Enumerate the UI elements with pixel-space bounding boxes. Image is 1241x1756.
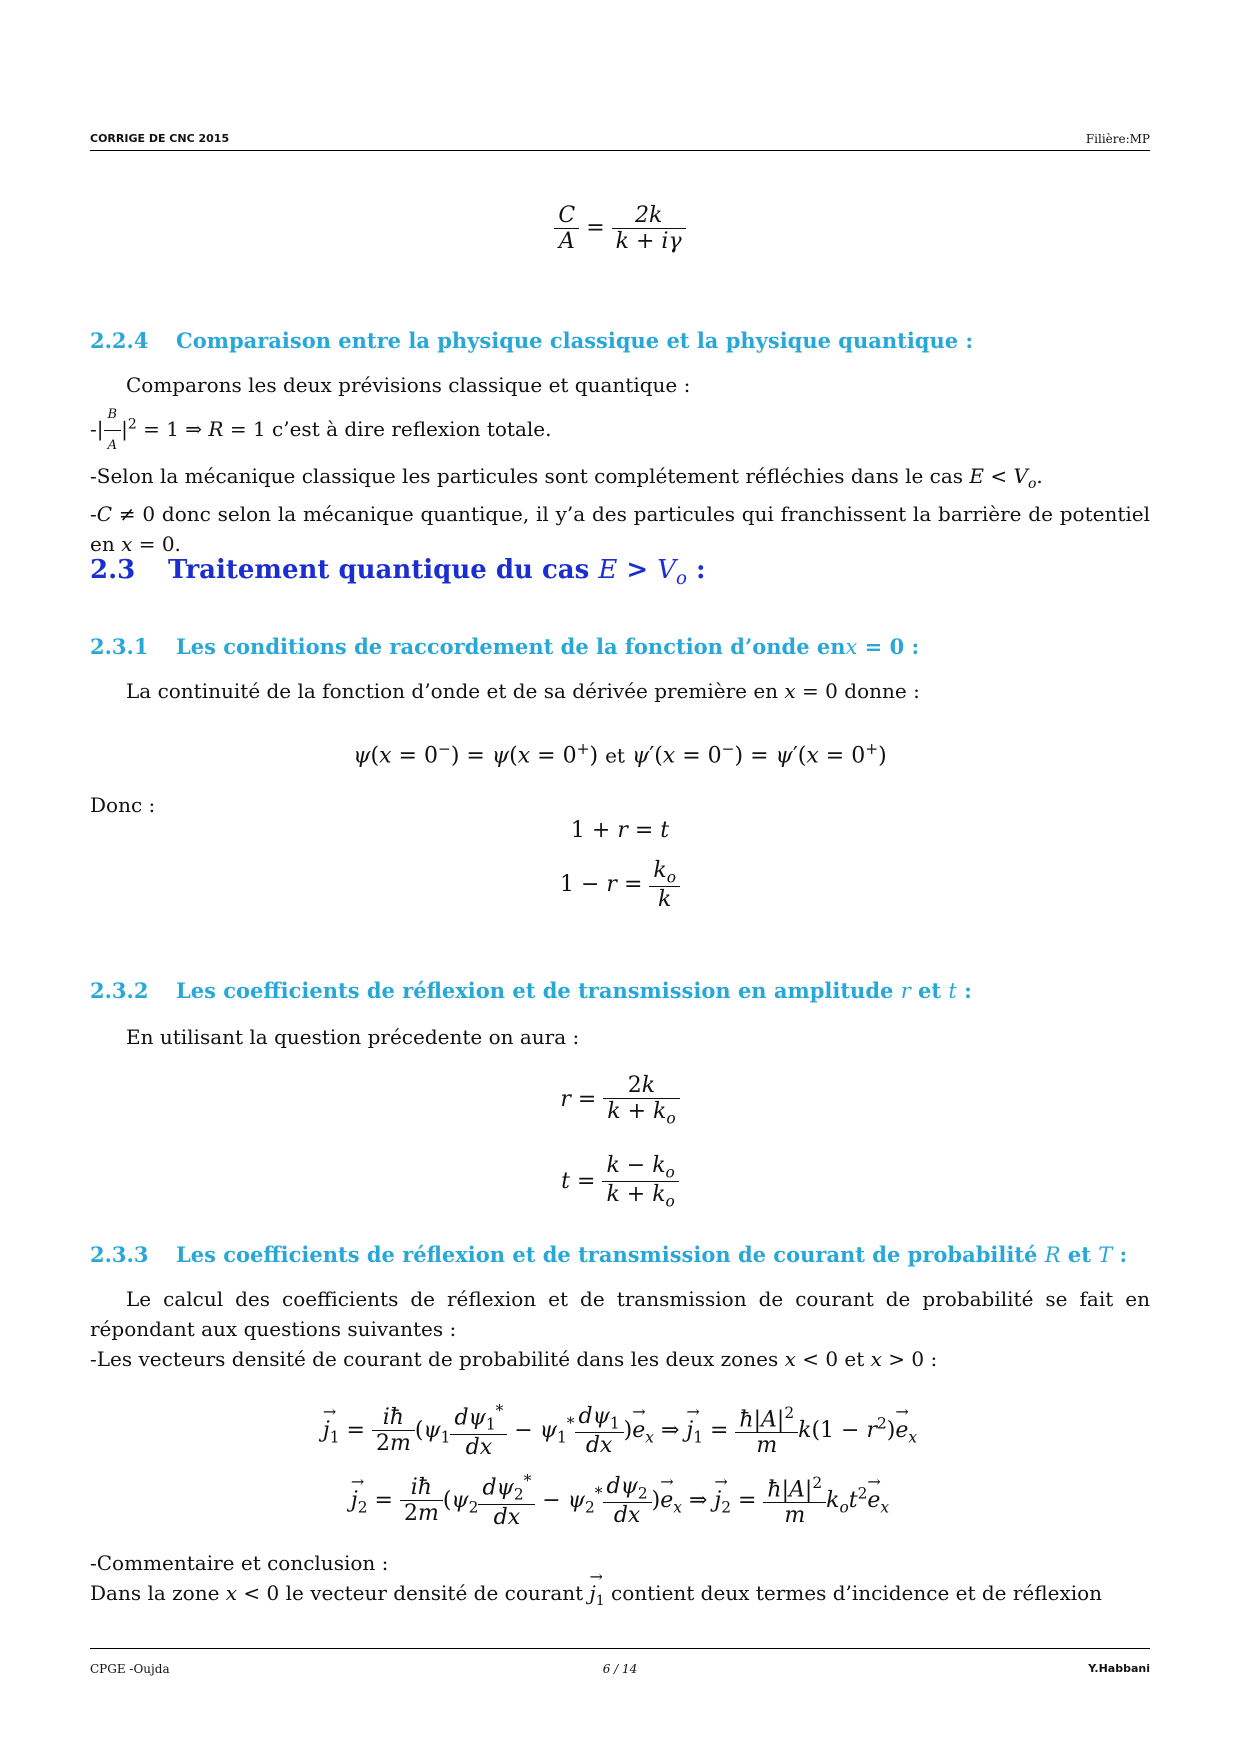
section-2-3-1-intro: La continuité de la fonction d’onde et de sa dérivée première en x = 0 donne : (126, 679, 920, 703)
section-2-3-2-heading: 2.3.2 Les coefficients de réflexion et de transmission en amplitude r et t : (90, 978, 972, 1003)
document-page (90, 0, 1150, 1756)
equation-1-minus-r: 1 − r = $\frac{k_o}{k}$ (90, 858, 1150, 912)
equation-continuity: ψ(x = 0−) = ψ(x = 0+) et ψ′(x = 0−) = ψ′(x = 0+) (353, 740, 887, 769)
zone-comment: Dans la zone x < 0 le vecteur densité de courant → $j_1$ contient deux termes d’incidence et de réflexion (90, 1578, 1150, 1616)
comment-label: -Commentaire et conclusion : (90, 1551, 389, 1575)
section-2-3-1-heading: 2.3.1 Les conditions de raccordement de la fonction d’onde enx = 0 : (90, 634, 920, 659)
donc-label: Donc : (90, 793, 156, 817)
header-right: Filière:MP (1085, 132, 1150, 146)
footer-rule (90, 1648, 1150, 1649)
section-2-2-4-heading: 2.2.4 Comparaison entre la physique classique et la physique quantique : (90, 328, 974, 353)
equation-r: r = $\frac{2k}{k + k_o}$ (90, 1073, 1150, 1127)
header-left: CORRIGE DE CNC 2015 (90, 132, 230, 145)
section-2-3-2-intro: En utilisant la question précedente on aura : (126, 1025, 580, 1049)
header-rule (90, 150, 1150, 151)
equation-1-plus-r: 1 + r = t (570, 818, 670, 843)
section-2-3-3-zones: -Les vecteurs densité de courant de probabilité dans les deux zones x < 0 et x > 0 : (90, 1347, 938, 1371)
section-2-3-3-heading: 2.3.3 Les coefficients de réflexion et de transmission de courant de probabilité R et T : (90, 1242, 1128, 1267)
page-number: 6 / 14 (602, 1662, 638, 1676)
equation-j2: → $j_2$ = $\frac{iħ}{2m}$ ($\psi_2$ $\frac{d\psi_2^*}{dx}$ − $\psi_2^*$ $\frac{d\psi_2}{dx}$ )→ $e_x$ ⇒ → $j_2$ = $\frac{ħ|A|^2}{m}$ $k_ot^2\to e_x$ (90, 1472, 1150, 1530)
equation-j1: → $j_1$ = $\frac{iħ}{2m}$ ($\psi_1$ $\frac{d\psi_1^*}{dx}$ − $\psi_1^*$ $\frac{d\psi_1}{dx}$ )→ $e_x$ ⇒ → $j_1$ = $\frac{ħ|A|^2}{m}$ $k(1 - r^2)\to e_x$ (90, 1402, 1150, 1460)
footer-right: Y.Habbani (1088, 1662, 1150, 1675)
page-header (90, 132, 1150, 152)
section-2-2-4-body: Comparons les deux prévisions classique et quantique : -| $\frac{B}{A}$ $|^2 = 1$ ⇒ R = 1 c’est à dire reflexion totale. -Selon la mécanique classique les particules sont complétement réfléchies dans le cas $E < V_o$. -C ≠ 0 donc selon la mécanique quantique, il y’a des particules qui franchissent la barrière de potentiel en x = 0. (90, 373, 1150, 556)
equation-t: t = $\frac{k - k_o}{k + k_o}$ (90, 1153, 1150, 1211)
section-2-3-3-intro: Le calcul des coefficients de réflexion et de transmission de courant de probabilité se fait en répondant aux questions suivantes : (90, 1287, 1150, 1341)
footer-left: CPGE -Oujda (90, 1662, 170, 1676)
section-2-3-heading: 2.3 Traitement quantique du cas $E > V_o$ : (90, 555, 706, 590)
equation-c-over-a: $\frac{C}{A}$ = $\frac{2k}{k + i\gamma}$ (90, 203, 1150, 254)
